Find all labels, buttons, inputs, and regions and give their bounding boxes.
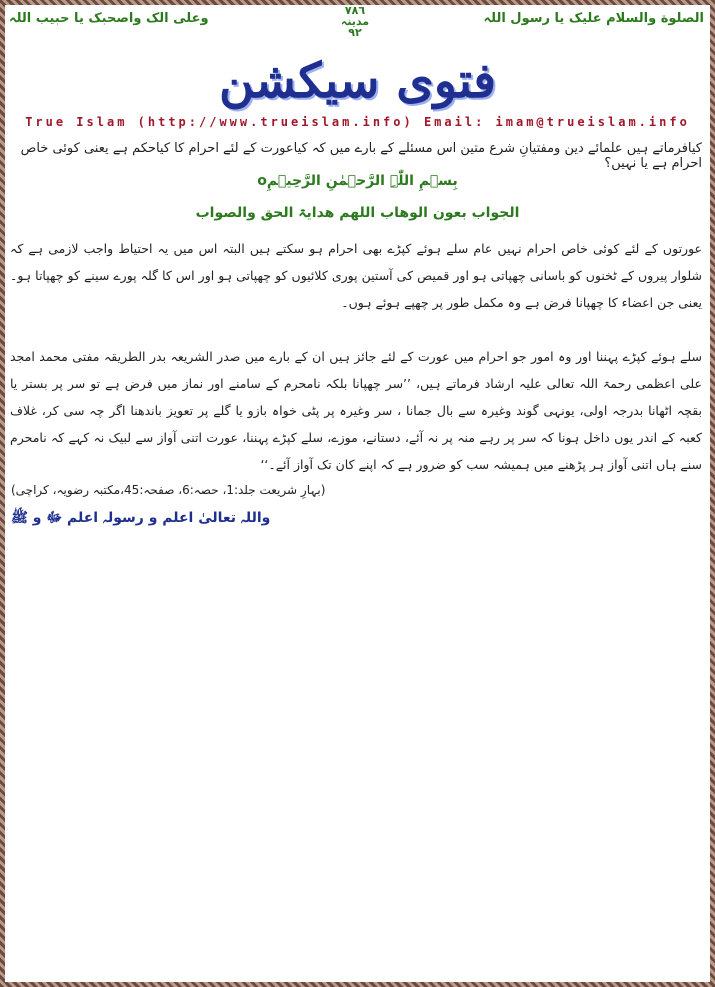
- emblem-number-top: ٧٨٦: [344, 4, 366, 17]
- emblem-word: مدینہ: [340, 15, 370, 28]
- contact-line: True Islam (http://www.trueislam.info) Email: imam@trueislam.info: [25, 115, 690, 129]
- answer-heading: الجواب بعون الوھاب اللھم ھدایۃ الحق والصواب: [195, 205, 520, 221]
- fatwa-page: [5, 5, 710, 982]
- emblem-number-bottom: ٩٢: [348, 26, 362, 39]
- salutation-left: وعلی الک واصحبک یا حبیب اللہ: [9, 11, 209, 26]
- question-text: کیافرماتے ہیں علمائے دین ومفتیانِ شرع متین اس مسئلے کے بارے میں کہ کیاعورت کے لئے احرام کا کیاحکم ہے یعنی کوئی خاص احرام ہے یا نہیں؟: [20, 141, 702, 171]
- page-title: فتوی سیکشن: [218, 53, 497, 109]
- header-bar: [5, 5, 710, 45]
- medina-emblem: [325, 5, 385, 38]
- answer-paragraph-1: عورتوں کے لئے کوئی خاص احرام نہیں عام سلے ہوئے کپڑے بھی احرام ہو سکتے ہیں البتہ اس میں یہ احتیاط واجب لازمی ہے کہ شلوار پیروں کے ٹخنوں کو باسانی چھپاتی ہو اور قمیص کی آستین پوری کلائیوں کو چھپاتی ہو اور اس کا گلہ پورے سینے کو چھپاتا ہو۔یعنی جن اعضاء کا چھپانا فرض ہے وہ مکمل طور پر چھپے ہوئے ہوں۔: [10, 241, 702, 310]
- basmala: بِسۡمِ اللّٰہِ الرَّحۡمٰنِ الرَّحِیۡمِo: [257, 173, 458, 189]
- reference-citation: (بہارِ شریعت جلد:1، حصہ:6، صفحہ:45،مکتبہ رضویہ، کراچی): [11, 483, 326, 497]
- answer-paragraph-2: سلے ہوئے کپڑے پہننا اور وہ امور جو احرام میں عورت کے لئے جائز ہیں ان کے بارے میں صدر الشریعہ بدر الطریقہ مفتی محمد امجد علی اعظمی رحمۃ اللہ تعالی علیہ ارشاد فرماتے ہیں، ’’سر چھپانا بلکہ نامحرم کے سامنے اور نماز میں فرض ہے تو سر پر بستر یا بقچہ اٹھانا بدرجہ اولی، یونہی گوند وغیرہ سے بال جمانا ، سر وغیرہ پر پٹی خواہ بازو یا گلے پر تعویز باندھنا اگر چہ سی کر، غلاف کعبہ کے اندر یوں داخل ہونا کہ سر پر رہے منہ پر نہ آئے، دستانے، موزے، سلے کپڑے پہننا، عورت اتنی آواز سے لبیک نہ کہے کہ نامحرم سنے ہاں اتنی آواز ہر پڑھنے میں ہمیشہ سب کو ضرور ہے کہ اپنے کان تک آواز آئے۔‘‘: [10, 349, 702, 472]
- closing-formula: واللہ تعالیٰ اعلم و رسولہ اعلم ﷻ و ﷺ: [11, 510, 271, 526]
- salutation-right: الصلوة والسلام علیک یا رسول اللہ: [483, 11, 704, 26]
